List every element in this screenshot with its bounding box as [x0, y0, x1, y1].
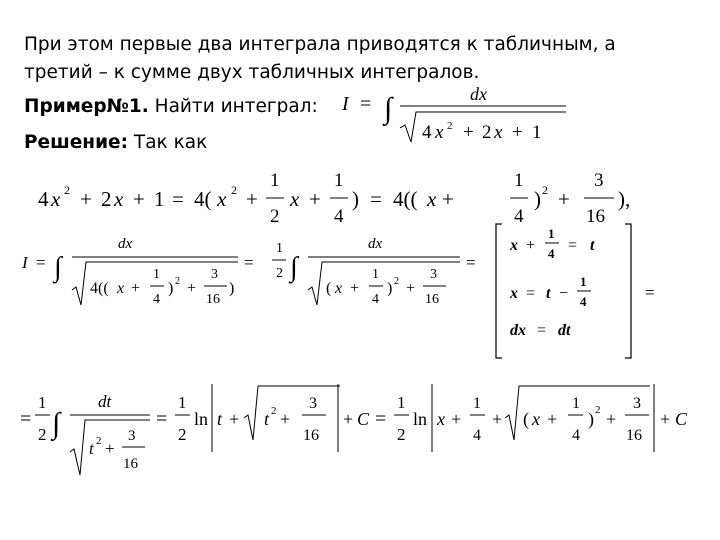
svg-text:dx: dx [470, 84, 487, 104]
svg-text:x: x [510, 285, 518, 302]
svg-text:dx: dx [368, 236, 383, 252]
svg-text:t: t [89, 439, 94, 458]
svg-text:4: 4 [38, 187, 49, 211]
svg-text:2: 2 [482, 122, 492, 143]
svg-text:): ) [229, 280, 235, 297]
svg-text:x: x [532, 409, 540, 429]
svg-text:+: + [451, 409, 462, 429]
svg-text:2: 2 [397, 425, 406, 444]
svg-text:1: 1 [153, 267, 160, 282]
svg-text:+: + [187, 280, 197, 297]
svg-text:2: 2 [595, 404, 601, 416]
svg-text:1: 1 [532, 122, 542, 143]
svg-text:3: 3 [309, 395, 317, 412]
svg-text:I: I [342, 93, 349, 115]
svg-text:=: = [375, 408, 387, 430]
svg-text:∫: ∫ [52, 407, 61, 440]
svg-text:x: x [437, 409, 445, 429]
svg-text:+: + [229, 409, 240, 429]
svg-text:x: x [290, 187, 300, 211]
svg-text:16: 16 [303, 427, 319, 444]
svg-text:+: + [512, 122, 523, 143]
svg-text:∫: ∫ [54, 252, 62, 283]
svg-text:2: 2 [64, 183, 70, 197]
svg-text:=: = [172, 187, 184, 211]
svg-text:2: 2 [447, 120, 453, 132]
svg-text:2: 2 [270, 206, 280, 227]
svg-text:2: 2 [231, 183, 237, 197]
svg-text:+: + [105, 439, 115, 458]
svg-text:+: + [526, 237, 536, 254]
formula-substitution-step [21, 236, 476, 307]
svg-text:),: ), [618, 187, 631, 211]
svg-text:+: + [406, 280, 416, 297]
svg-text:4: 4 [372, 292, 379, 307]
svg-text:(: ( [326, 280, 332, 297]
svg-text:4: 4 [334, 206, 344, 227]
example-label: Пример№1. [24, 96, 149, 117]
svg-text:2: 2 [101, 187, 112, 211]
svg-text:=: = [466, 253, 476, 272]
svg-text:+: + [463, 122, 474, 143]
svg-text:=: = [537, 322, 547, 339]
svg-text:): ) [588, 409, 594, 429]
svg-text:=: = [526, 285, 536, 302]
svg-text:1: 1 [397, 393, 406, 412]
svg-text:=: = [36, 253, 46, 272]
svg-text:2: 2 [271, 405, 277, 417]
svg-text:1: 1 [334, 170, 344, 191]
svg-text:x: x [427, 187, 437, 211]
svg-text:1: 1 [372, 267, 379, 282]
svg-text:=: = [360, 93, 372, 115]
svg-text:4(: 4( [194, 187, 212, 211]
svg-text:1: 1 [178, 393, 187, 412]
solution-label: Решение: [24, 132, 128, 153]
svg-text:(: ( [523, 409, 529, 429]
svg-text:−: − [559, 285, 569, 302]
substitution-system [496, 224, 655, 358]
svg-text:I: I [22, 253, 28, 272]
svg-text:): ) [534, 187, 541, 211]
svg-text:x: x [494, 122, 503, 143]
example-task: Найти интеграл: [154, 96, 318, 117]
svg-text:2: 2 [178, 425, 187, 444]
svg-text:1: 1 [270, 170, 280, 191]
svg-text:4: 4 [548, 246, 555, 261]
svg-text:+: + [280, 409, 291, 429]
svg-text:t: t [590, 237, 595, 254]
svg-text:t: t [217, 409, 223, 429]
svg-text:+: + [547, 409, 558, 429]
svg-text:4((: 4(( [90, 280, 109, 297]
svg-text:∫: ∫ [384, 92, 393, 125]
svg-text:t: t [546, 285, 551, 302]
svg-text:x: x [435, 122, 444, 143]
svg-text:4((: 4(( [393, 187, 418, 211]
svg-text:dt: dt [98, 392, 112, 411]
svg-text:): ) [352, 187, 359, 211]
svg-text:+: + [131, 280, 141, 297]
svg-text:2: 2 [96, 435, 102, 447]
svg-text:16: 16 [626, 427, 642, 444]
svg-text:+: + [343, 409, 354, 429]
svg-text:4: 4 [572, 427, 580, 444]
svg-text:1: 1 [572, 395, 580, 412]
solution-text: Так как [133, 132, 208, 153]
svg-text:+: + [558, 187, 570, 211]
formula-completing-square [38, 170, 630, 227]
svg-text:x: x [510, 237, 518, 254]
svg-text:1: 1 [548, 226, 555, 241]
svg-text:=: = [370, 187, 382, 211]
svg-text:3: 3 [633, 395, 641, 412]
svg-text:16: 16 [206, 292, 220, 307]
svg-text:16: 16 [586, 206, 605, 227]
svg-text:C: C [675, 409, 688, 429]
svg-text:=: = [20, 408, 32, 430]
svg-text:x: x [217, 187, 227, 211]
svg-text:∫: ∫ [290, 252, 298, 283]
svg-text:): ) [387, 280, 393, 297]
svg-text:+: + [246, 187, 258, 211]
svg-text:+: + [442, 187, 454, 211]
svg-text:2: 2 [542, 183, 548, 197]
svg-text:+: + [660, 409, 671, 429]
svg-text:3: 3 [211, 267, 218, 282]
svg-text:x: x [51, 187, 61, 211]
svg-text:=: = [156, 408, 168, 430]
svg-text:): ) [168, 280, 174, 297]
svg-text:=: = [568, 237, 578, 254]
formula-result [20, 384, 688, 475]
svg-text:t: t [264, 409, 270, 429]
svg-text:2: 2 [175, 276, 180, 287]
intro-line-1: При этом первые два интеграла приводятся к табличным, а [24, 34, 616, 55]
svg-text:dx: dx [118, 236, 133, 252]
svg-text:2: 2 [394, 276, 399, 287]
svg-text:ln: ln [413, 409, 428, 429]
svg-text:3: 3 [594, 170, 604, 191]
svg-text:+: + [80, 187, 92, 211]
svg-text:3: 3 [430, 267, 437, 282]
svg-text:+: + [606, 409, 617, 429]
svg-text:16: 16 [425, 292, 439, 307]
svg-text:dt: dt [558, 322, 571, 339]
svg-text:4: 4 [580, 294, 587, 309]
svg-text:1: 1 [154, 187, 165, 211]
svg-text:4: 4 [153, 292, 160, 307]
svg-text:1: 1 [38, 393, 47, 412]
svg-text:2: 2 [276, 266, 283, 281]
svg-text:=: = [244, 253, 254, 272]
svg-text:1: 1 [276, 241, 283, 256]
svg-text:C: C [357, 409, 370, 429]
svg-text:1: 1 [514, 170, 524, 191]
svg-text:x: x [335, 280, 343, 297]
svg-text:=: = [645, 283, 655, 302]
svg-text:2: 2 [38, 425, 47, 444]
svg-text:+: + [309, 187, 321, 211]
svg-text:ln: ln [194, 409, 209, 429]
svg-text:4: 4 [422, 122, 432, 143]
svg-text:x: x [117, 280, 125, 297]
intro-line-2: третий – к сумме двух табличных интегралов. [24, 62, 480, 83]
svg-text:+: + [350, 280, 360, 297]
svg-text:+: + [492, 409, 503, 429]
svg-text:x: x [114, 187, 124, 211]
svg-text:4: 4 [473, 427, 481, 444]
svg-text:dx: dx [510, 322, 526, 339]
svg-text:16: 16 [123, 456, 138, 472]
svg-text:+: + [133, 187, 145, 211]
svg-text:3: 3 [128, 428, 136, 444]
formula-integral-definition [341, 84, 566, 143]
svg-text:1: 1 [580, 274, 587, 289]
svg-text:1: 1 [473, 395, 481, 412]
svg-text:4: 4 [514, 206, 524, 227]
